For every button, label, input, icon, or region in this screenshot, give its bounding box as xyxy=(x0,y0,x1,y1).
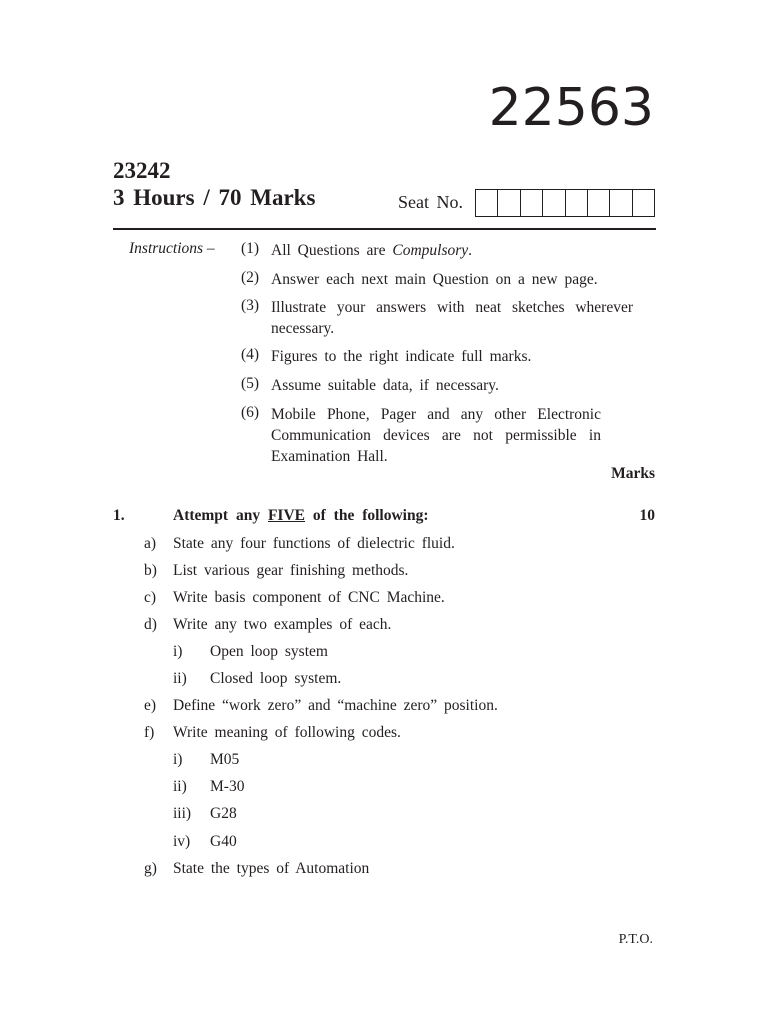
instruction-number: (6) xyxy=(241,404,260,421)
nested-subpart-label: i) xyxy=(173,751,183,768)
instruction-number: (1) xyxy=(241,240,260,257)
duration-marks: 3 Hours / 70 Marks xyxy=(113,185,316,210)
seat-number-boxes xyxy=(475,189,655,217)
subpart-text: Write meaning of following codes. xyxy=(173,724,401,741)
subpart-text: List various gear finishing methods. xyxy=(173,562,409,579)
seat-number-box xyxy=(610,190,632,216)
seat-number-box xyxy=(588,190,610,216)
instruction-text: Figures to the right indicate full marks. xyxy=(271,348,532,365)
instruction-text: Assume suitable data, if necessary. xyxy=(271,377,499,394)
subpart-label: a) xyxy=(144,535,157,552)
subpart-label: e) xyxy=(144,697,157,714)
seat-number-box xyxy=(498,190,520,216)
nested-subpart-label: iv) xyxy=(173,833,191,850)
seat-number-label: Seat No. xyxy=(398,192,463,212)
nested-subpart-text: G28 xyxy=(210,805,237,822)
instructions-label: Instructions – xyxy=(129,240,215,257)
subpart-label: c) xyxy=(144,589,157,606)
nested-subpart-text: Closed loop system. xyxy=(210,670,342,687)
question-text-part: Attempt any xyxy=(173,507,268,524)
page-footer-pto: P.T.O. xyxy=(618,932,653,947)
exam-code: 23242 xyxy=(113,158,171,183)
question-number: 1. xyxy=(113,507,125,524)
instruction-text-part: . xyxy=(468,242,473,259)
nested-subpart-text: M-30 xyxy=(210,778,245,795)
seat-number-box xyxy=(521,190,543,216)
seat-number-box xyxy=(543,190,565,216)
paper-code: 22563 xyxy=(488,78,654,138)
question-text-part: of the following: xyxy=(305,507,429,524)
instruction-number: (4) xyxy=(241,346,260,363)
seat-number-box xyxy=(566,190,588,216)
nested-subpart-label: ii) xyxy=(173,778,187,795)
question-text xyxy=(173,507,429,525)
instruction-text xyxy=(271,240,633,261)
subpart-text: Write basis component of CNC Machine. xyxy=(173,589,445,606)
instruction-number: (5) xyxy=(241,375,260,392)
nested-subpart-text: G40 xyxy=(210,833,237,850)
header-divider xyxy=(113,228,656,230)
subpart-text: Define “work zero” and “machine zero” position. xyxy=(173,697,498,714)
instruction-number: (3) xyxy=(241,297,260,314)
instruction-emphasis: Compulsory xyxy=(392,242,469,259)
instruction-text: Answer each next main Question on a new page. xyxy=(271,271,598,288)
nested-subpart-label: iii) xyxy=(173,805,192,822)
seat-number-box xyxy=(633,190,654,216)
subpart-text: State the types of Automation xyxy=(173,860,370,877)
subpart-label: b) xyxy=(144,562,157,579)
subpart-label: g) xyxy=(144,860,157,877)
instruction-text: Mobile Phone, Pager and any other Electronic Communication devices are not permissible in Examination Hall. xyxy=(271,406,601,465)
subpart-text: State any four functions of dielectric fluid. xyxy=(173,535,455,552)
seat-number-box xyxy=(476,190,498,216)
nested-subpart-label: ii) xyxy=(173,670,187,687)
question-emphasis: FIVE xyxy=(267,507,306,524)
marks-heading: Marks xyxy=(611,465,655,482)
instruction-text-part: All Questions are xyxy=(271,242,393,259)
instruction-number: (2) xyxy=(241,269,260,286)
subpart-label: d) xyxy=(144,616,157,633)
nested-subpart-label: i) xyxy=(173,643,183,660)
instruction-text: Illustrate your answers with neat sketches wherever necessary. xyxy=(271,299,633,337)
subpart-text: Write any two examples of each. xyxy=(173,616,392,633)
nested-subpart-text: Open loop system xyxy=(210,643,328,660)
subpart-label: f) xyxy=(144,724,155,741)
nested-subpart-text: M05 xyxy=(210,751,240,768)
question-marks: 10 xyxy=(639,507,655,524)
